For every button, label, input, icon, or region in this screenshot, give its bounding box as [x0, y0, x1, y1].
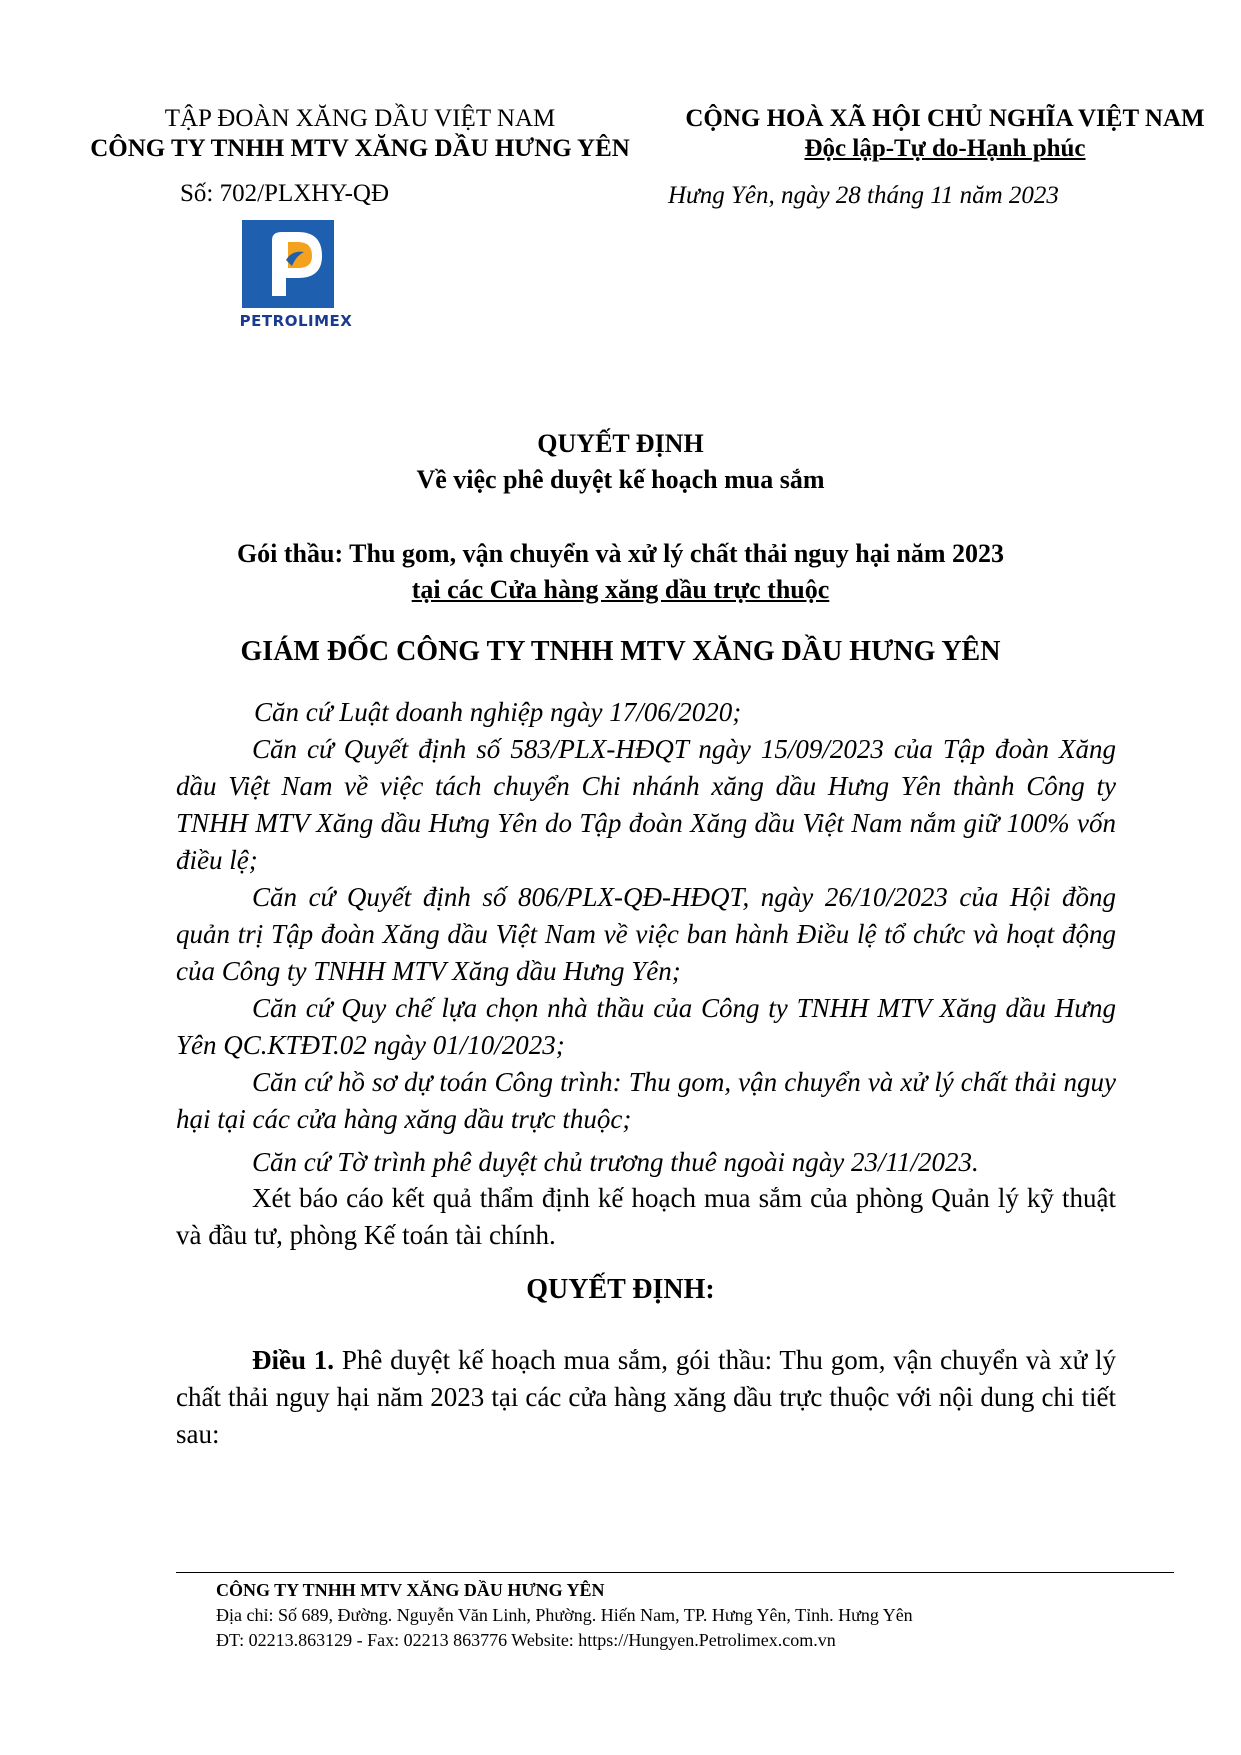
basis-item: Căn cứ Quyết định số 583/PLX-HĐQT ngày 15/09/2023 của Tập đoàn Xăng dầu Việt Nam về việc tách chuyển Chi nhánh xăng dầu Hưng Yên thành Công ty TNHH MTV Xăng dầu Hưng Yên do Tập đoàn Xăng dầu Việt Nam nắm giữ 100% vốn điều lệ;: [176, 734, 1116, 875]
parent-organization: TẬP ĐOÀN XĂNG DẦU VIỆT NAM: [164, 105, 556, 132]
footer-divider: [176, 1572, 1174, 1573]
country-name: CỘNG HOÀ XÃ HỘI CHỦ NGHĨA VIỆT NAM: [685, 105, 1205, 132]
basis-item: Căn cứ Luật doanh nghiệp ngày 17/06/2020;: [254, 697, 742, 727]
footer-company: CÔNG TY TNHH MTV XĂNG DẦU HƯNG YÊN: [216, 1580, 605, 1600]
title-line-1: QUYẾT ĐỊNH: [537, 429, 704, 458]
title-line-2: Về việc phê duyệt kế hoạch mua sắm: [416, 465, 825, 494]
issuing-company: CÔNG TY TNHH MTV XĂNG DẦU HƯNG YÊN: [90, 135, 630, 162]
motto: Độc lập-Tự do-Hạnh phúc: [804, 135, 1086, 162]
petrolimex-logo: [236, 220, 356, 330]
article-1-paragraph: [176, 1342, 1116, 1453]
consideration-text: Xét báo cáo kết quả thẩm định kế hoạch mua sắm của phòng Quản lý kỹ thuật và đầu tư, phòng Kế toán tài chính.: [176, 1183, 1116, 1250]
document-title: [0, 426, 1241, 498]
decision-heading: QUYẾT ĐỊNH:: [526, 1274, 715, 1305]
consideration: [176, 1180, 1116, 1254]
director-heading: GIÁM ĐỐC CÔNG TY TNHH MTV XĂNG DẦU HƯNG YÊN: [240, 636, 1001, 667]
footer-contact: ĐT: 02213.863129 - Fax: 02213 863776 Website: https://Hungyen.Petrolimex.com.vn: [216, 1630, 836, 1650]
basis-item: Căn cứ hồ sơ dự toán Công trình: Thu gom, vận chuyển và xử lý chất thải nguy hại tại các cửa hàng xăng dầu trực thuộc;: [176, 1067, 1116, 1134]
issuer-block: [40, 104, 680, 164]
package-line-2: tại các Cửa hàng xăng dầu trực thuộc: [411, 575, 830, 604]
basis-item: Căn cứ Quy chế lựa chọn nhà thầu của Công ty TNHH MTV Xăng dầu Hưng Yên QC.KTĐT.02 ngày 01/10/2023;: [176, 993, 1116, 1060]
national-motto-block: [680, 104, 1210, 164]
package-block: [0, 536, 1241, 608]
petrolimex-logo-icon: [242, 220, 334, 308]
basis-item: Căn cứ Quyết định số 806/PLX-QĐ-HĐQT, ngày 26/10/2023 của Hội đồng quản trị Tập đoàn Xăng dầu Việt Nam về việc ban hành Điều lệ tổ chức và hoạt động của Công ty TNHH MTV Xăng dầu Hưng Yên;: [176, 882, 1116, 986]
document-number: Số: 702/PLXHY-QĐ: [180, 180, 390, 207]
footer-address: Địa chỉ: Số 689, Đường. Nguyễn Văn Linh, Phường. Hiến Nam, TP. Hưng Yên, Tỉnh. Hưng Yên: [216, 1605, 913, 1625]
article-1: [176, 1342, 1116, 1453]
logo-wordmark: PETROLIMEX: [239, 312, 353, 330]
article-1-label: Điều 1.: [252, 1345, 335, 1375]
article-1-text: Phê duyệt kế hoạch mua sắm, gói thầu: Thu gom, vận chuyển và xử lý chất thải nguy hại năm 2023 tại các cửa hàng xăng dầu trực thuộc với nội dung chi tiết sau:: [176, 1345, 1117, 1449]
legal-basis: [176, 694, 1116, 1181]
footer: [216, 1578, 1176, 1653]
place-date: Hưng Yên, ngày 28 tháng 11 năm 2023: [668, 182, 1059, 209]
package-line-1: Gói thầu: Thu gom, vận chuyển và xử lý chất thải nguy hại năm 2023: [236, 539, 1005, 568]
basis-item: Căn cứ Tờ trình phê duyệt chủ trương thuê ngoài ngày 23/11/2023.: [252, 1147, 979, 1177]
